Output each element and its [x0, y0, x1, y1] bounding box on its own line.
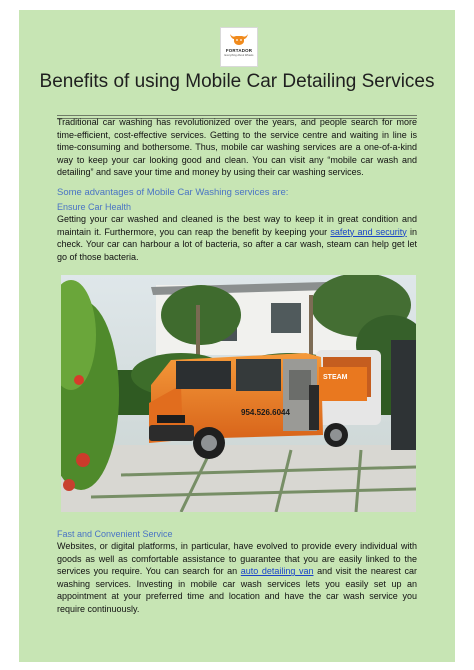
intro-paragraph: Traditional car washing has revolutionized over the years, and people search for more time-efficient, cost-effective services. Getting to the service centre and waiting in line is time-consuming and bothersome. Thus, mobile car washing services are a one-of-a-kind way to keep your car looking good and clean. You can visit any “mobile car wash and detailing” and save your time and money by using their car washing services. [57, 117, 417, 178]
bull-icon [228, 31, 250, 47]
van-phone-number: 954.526.6044 [241, 408, 290, 417]
car-health-text-start: Getting your car washed and cleaned is the best way to keep it in great condition and maintain it. Furthermore, you can reap the benefit by keeping your [57, 214, 417, 237]
advantages-heading: Some advantages of Mobile Car Washing services are: [57, 187, 289, 198]
fortador-logo [220, 27, 258, 67]
auto-detailing-van-link[interactable]: auto detailing van [240, 566, 314, 577]
document-page [19, 10, 455, 662]
car-health-paragraph [57, 213, 417, 263]
safety-security-link[interactable]: safety and security [330, 226, 407, 237]
van-sign-text: STEAM [323, 374, 348, 381]
fast-service-paragraph [57, 540, 417, 616]
mobile-detailing-van-photo [61, 275, 416, 512]
fast-service-text-end: and visit the nearest car washing services. Investing in mobile car wash services lets you easily set up an appointment at your preferred time and location and have the car wash service you require continuously. [57, 566, 417, 614]
logo-tagline: Everything About Wheels [224, 54, 254, 57]
logo-brand-text: FORTADOR [225, 48, 253, 53]
section-heading-car-health: Ensure Car Health [57, 202, 132, 212]
page-title: Benefits of using Mobile Car Detailing Services [39, 71, 435, 92]
section-heading-fast-service: Fast and Convenient Service [57, 529, 173, 539]
car-health-text-end: in check. Your car can harbour a lot of bacteria, so after a car wash, steam can help get let go of those bacteria. [57, 226, 417, 262]
fast-service-text-start: Websites, or digital platforms, in particular, have evolved to provide every individual with goods as well as comfortable assistance to guarantee that you are easily linked to the services you require. You can search for an [57, 541, 417, 577]
